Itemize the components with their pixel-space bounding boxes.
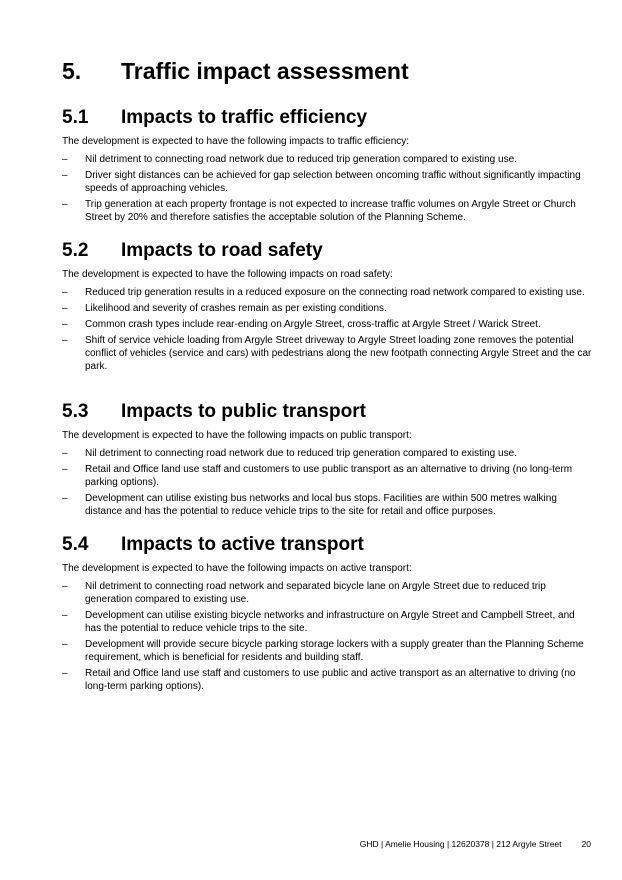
dash-icon: – bbox=[62, 335, 68, 346]
dash-icon: – bbox=[62, 464, 68, 475]
bullet-list bbox=[62, 153, 592, 224]
dash-icon: – bbox=[62, 448, 68, 459]
bullet-item bbox=[62, 580, 592, 606]
bullet-item bbox=[62, 302, 592, 315]
bullet-text: Nil detriment to connecting road network due to reduced trip generation compared to existing use. bbox=[85, 448, 517, 459]
bullet-item bbox=[62, 609, 592, 635]
footer-text: GHD | Amelie Housing | 12620378 | 212 Argyle Street bbox=[359, 839, 562, 849]
bullet-text: Common crash types include rear-ending on Argyle Street, cross-traffic at Argyle Street / Warick Street. bbox=[85, 319, 541, 330]
bullet-item bbox=[62, 198, 592, 224]
bullet-item bbox=[62, 153, 592, 166]
bullet-item bbox=[62, 667, 592, 693]
page-footer bbox=[360, 839, 591, 849]
section-number: 5.1 bbox=[62, 107, 89, 128]
section-heading bbox=[62, 106, 592, 130]
bullet-text: Reduced trip generation results in a reduced exposure on the connecting road network compared to existing use. bbox=[85, 287, 585, 298]
dash-icon: – bbox=[62, 581, 68, 592]
section-intro: The development is expected to have the following impacts on public transport: bbox=[62, 430, 412, 441]
bullet-item bbox=[62, 318, 592, 331]
bullet-text: Nil detriment to connecting road network and separated bicycle lane on Argyle Street due to reduced trip generation compared to existing use. bbox=[85, 581, 546, 605]
chapter-heading bbox=[62, 58, 409, 85]
section-heading bbox=[62, 239, 592, 263]
bullet-text: Likelihood and severity of crashes remain as per existing conditions. bbox=[85, 303, 387, 314]
bullet-item bbox=[62, 334, 592, 373]
section-title: Impacts to road safety bbox=[121, 240, 323, 261]
dash-icon: – bbox=[62, 287, 68, 298]
section-title: Impacts to active transport bbox=[121, 534, 364, 555]
bullet-item bbox=[62, 492, 592, 518]
bullet-item bbox=[62, 463, 592, 489]
bullet-list bbox=[62, 580, 592, 693]
dash-icon: – bbox=[62, 319, 68, 330]
section-intro: The development is expected to have the following impacts on active transport: bbox=[62, 563, 412, 574]
section-intro: The development is expected to have the following impacts on road safety: bbox=[62, 269, 393, 280]
chapter-number: 5. bbox=[62, 58, 82, 84]
section-title: Impacts to public transport bbox=[121, 401, 366, 422]
bullet-text: Retail and Office land use staff and customers to use public and active transport as an alternative to driving (no long-term parking options). bbox=[85, 668, 576, 692]
section-heading bbox=[62, 533, 592, 557]
bullet-text: Nil detriment to connecting road network due to reduced trip generation compared to existing use. bbox=[85, 154, 517, 165]
dash-icon: – bbox=[62, 170, 68, 181]
section-number: 5.2 bbox=[62, 240, 89, 261]
bullet-text: Development will provide secure bicycle parking storage lockers with a supply greater than the Planning Scheme requirement, which is beneficial for residents and building staff. bbox=[85, 639, 584, 663]
dash-icon: – bbox=[62, 639, 68, 650]
section-number: 5.4 bbox=[62, 534, 89, 555]
page-number: 20 bbox=[581, 839, 591, 849]
section-intro: The development is expected to have the following impacts to traffic efficiency: bbox=[62, 136, 410, 147]
bullet-text: Retail and Office land use staff and customers to use public transport as an alternative to driving (no long-term parking options). bbox=[85, 464, 573, 488]
bullet-list bbox=[62, 447, 592, 518]
bullet-text: Driver sight distances can be achieved for gap selection between oncoming traffic without significantly impacting speeds of approaching vehicles. bbox=[85, 170, 581, 194]
dash-icon: – bbox=[62, 154, 68, 165]
dash-icon: – bbox=[62, 668, 68, 679]
section-5-3 bbox=[62, 400, 592, 521]
bullet-item bbox=[62, 447, 592, 460]
dash-icon: – bbox=[62, 493, 68, 504]
section-5-2 bbox=[62, 239, 592, 376]
dash-icon: – bbox=[62, 199, 68, 210]
section-5-4 bbox=[62, 533, 592, 696]
bullet-text: Development can utilise existing bicycle networks and infrastructure on Argyle Street and Campbell Street, and has the potential to reduce vehicle trips to the site. bbox=[85, 610, 575, 634]
dash-icon: – bbox=[62, 610, 68, 621]
chapter-title: Traffic impact assessment bbox=[121, 58, 409, 84]
section-5-1 bbox=[62, 106, 592, 227]
bullet-text: Shift of service vehicle loading from Argyle Street driveway to Argyle Street loading zone removes the potential conflict of vehicles (service and cars) with pedestrians along the new footpath connecting Argyle Street and the car park. bbox=[85, 335, 592, 372]
bullet-item bbox=[62, 638, 592, 664]
bullet-text: Trip generation at each property frontage is not expected to increase traffic volumes on Argyle Street or Church Street by 20% and therefore satisfies the acceptable solution of the Planning Scheme. bbox=[85, 199, 576, 223]
bullet-item bbox=[62, 169, 592, 195]
section-title: Impacts to traffic efficiency bbox=[121, 107, 368, 128]
bullet-list bbox=[62, 286, 592, 373]
section-number: 5.3 bbox=[62, 401, 89, 422]
bullet-item bbox=[62, 286, 592, 299]
dash-icon: – bbox=[62, 303, 68, 314]
section-heading bbox=[62, 400, 592, 424]
bullet-text: Development can utilise existing bus networks and local bus stops. Facilities are within 500 metres walking distance and has the potential to reduce vehicle trips to the site for retail and office purposes. bbox=[85, 493, 557, 517]
